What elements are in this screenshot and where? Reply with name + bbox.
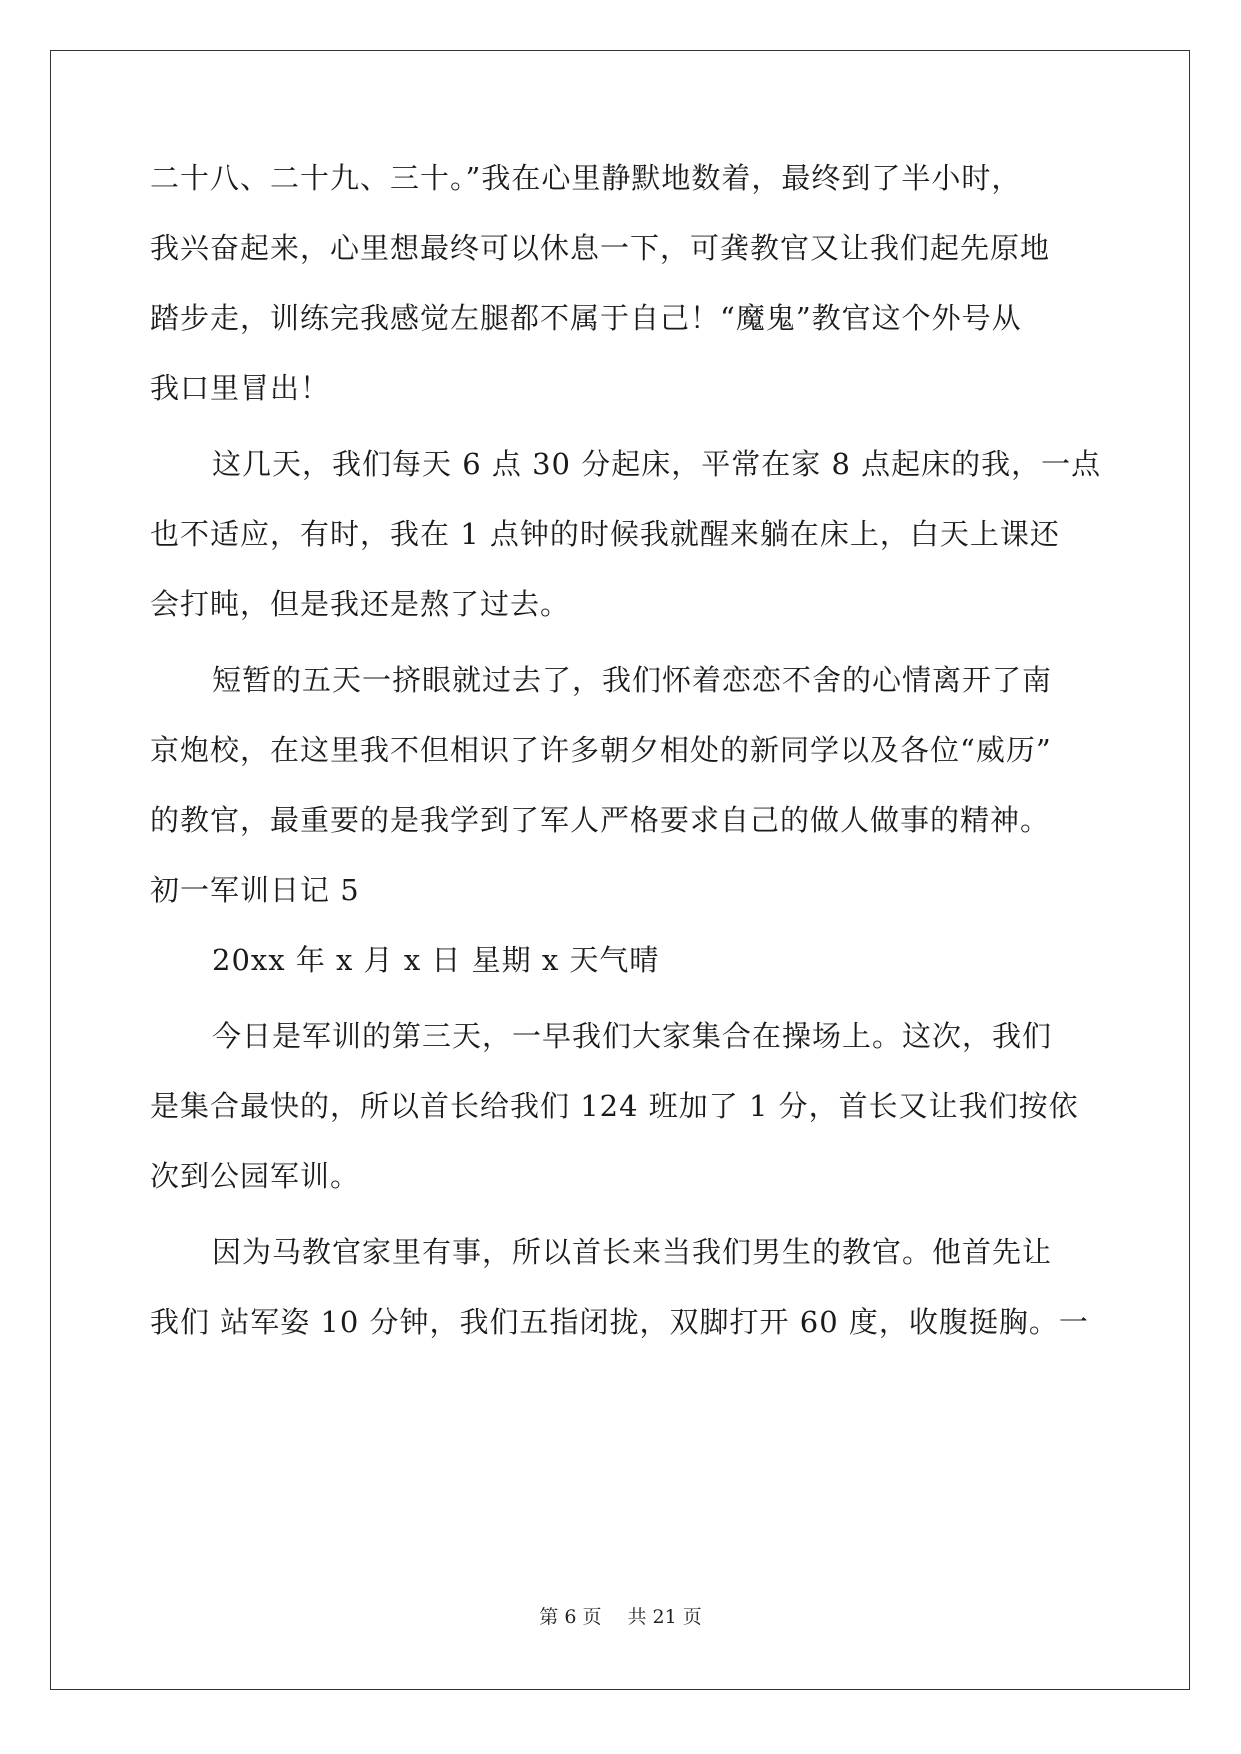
page-footer: [0, 1605, 1241, 1629]
paragraph-start-line: 这几天，我们每天 6 点 30 分起床，平常在家 8 点起床的我，一点: [212, 447, 1102, 481]
section-heading: 初一军训日记 5: [150, 873, 360, 907]
text-line: 会打盹，但是我还是熬了过去。: [150, 587, 571, 621]
text-line: 二十八、二十九、三十。”我在心里静默地数着，最终到了半小时，: [150, 161, 1022, 195]
page-number: 第 6 页: [539, 1606, 602, 1628]
text-line: 也不适应，有时，我在 1 点钟的时候我就醒来躺在床上，白天上课还: [150, 517, 1060, 551]
text-line: 我口里冒出！: [150, 371, 331, 405]
text-line: 我们 站军姿 10 分钟，我们五指闭拢，双脚打开 60 度，收腹挺胸。一: [150, 1305, 1089, 1339]
page-total: 共 21 页: [627, 1606, 702, 1628]
text-line: 是集合最快的，所以首长给我们 124 班加了 1 分，首长又让我们按依: [150, 1089, 1079, 1123]
text-line: 我兴奋起来，心里想最终可以休息一下，可龚教官又让我们起先原地: [150, 231, 1051, 265]
text-line: 的教官，最重要的是我学到了军人严格要求自己的做人做事的精神。: [150, 803, 1051, 837]
paragraph-start-line: 短暂的五天一挤眼就过去了，我们怀着恋恋不舍的心情离开了南: [212, 663, 1053, 697]
text-line: 次到公园军训。: [150, 1159, 361, 1193]
paragraph-start-line: 因为马教官家里有事，所以首长来当我们男生的教官。他首先让: [212, 1235, 1053, 1269]
paragraph-start-line: 今日是军训的第三天，一早我们大家集合在操场上。这次，我们: [212, 1019, 1053, 1053]
date-weather-line: 20xx 年 x 月 x 日 星期 x 天气晴: [212, 943, 660, 977]
text-line: 京炮校，在这里我不但相识了许多朝夕相处的新同学以及各位“威历”: [150, 733, 1052, 767]
text-line: 踏步走，训练完我感觉左腿都不属于自己！“魔鬼”教官这个外号从: [150, 301, 1022, 335]
